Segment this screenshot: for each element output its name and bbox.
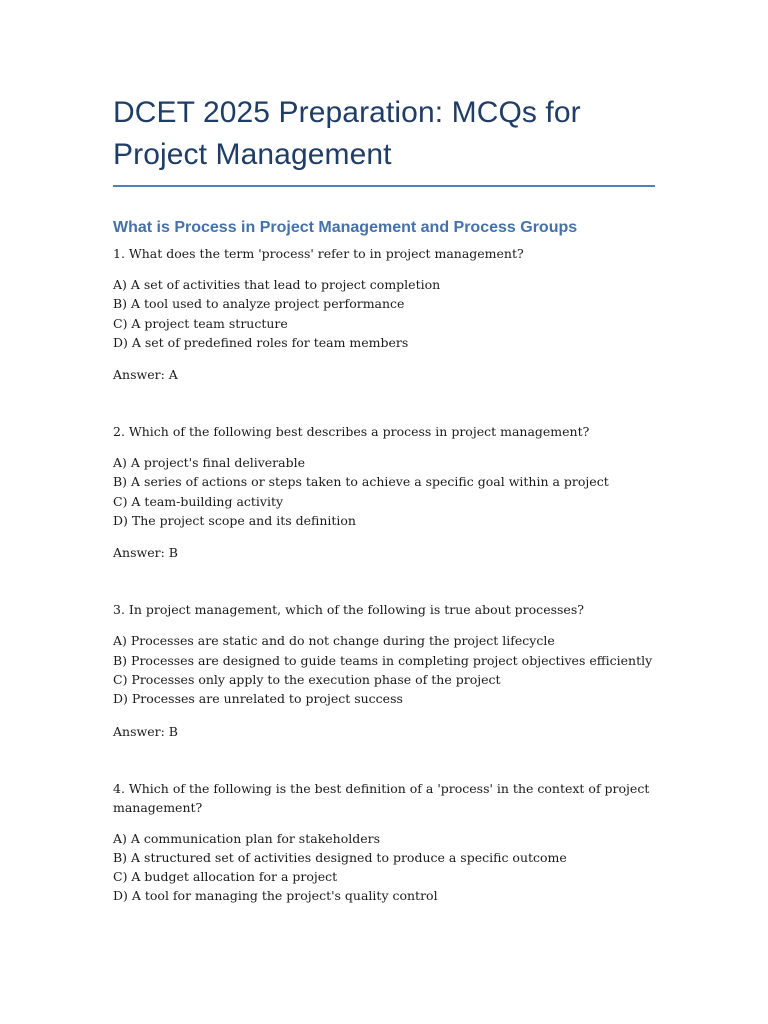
answer-option: C) A project team structure bbox=[113, 315, 288, 331]
answer-option: C) A budget allocation for a project bbox=[113, 869, 338, 885]
question-text: 2. Which of the following best describes a process in project management? bbox=[113, 424, 590, 440]
answer-option: A) A project's final deliverable bbox=[113, 455, 305, 471]
question-text: 1. What does the term 'process' refer to in project management? bbox=[113, 246, 524, 261]
question-block bbox=[113, 600, 658, 740]
answer-key: Answer: B bbox=[113, 723, 178, 739]
question-block bbox=[113, 779, 658, 906]
answer-option: B) A series of actions or steps taken to achieve a specific goal within a project bbox=[113, 474, 609, 490]
answer-option: B) A structured set of activities designed to produce a specific outcome bbox=[113, 849, 567, 865]
question-spacer bbox=[113, 384, 658, 417]
answer-option: A) A set of activities that lead to project completion bbox=[113, 277, 441, 292]
answer-key: Answer: B bbox=[113, 545, 178, 561]
question-text: 3. In project management, which of the following is true about processes? bbox=[113, 602, 584, 618]
answer-option: C) A team-building activity bbox=[113, 493, 284, 509]
question-list bbox=[113, 244, 658, 906]
answer-options bbox=[113, 275, 658, 352]
answer-option: D) A tool for managing the project's quality control bbox=[113, 888, 438, 904]
answer-option: A) Processes are static and do not change during the project lifecycle bbox=[113, 633, 555, 649]
answer-options bbox=[113, 631, 658, 708]
question-block bbox=[113, 422, 658, 562]
page-title: DCET 2025 Preparation: MCQs for Project Management bbox=[113, 96, 581, 171]
answer-option: C) Processes only apply to the execution phase of the project bbox=[113, 671, 501, 687]
title-divider bbox=[113, 185, 655, 187]
answer-options bbox=[113, 829, 658, 906]
answer-option: D) A set of predefined roles for team members bbox=[113, 334, 409, 350]
answer-options bbox=[113, 453, 658, 530]
section-heading: What is Process in Project Management and Process Groups bbox=[113, 219, 578, 236]
answer-option: D) Processes are unrelated to project success bbox=[113, 691, 403, 707]
question-text: 4. Which of the following is the best definition of a 'process' in the context of project management? bbox=[113, 780, 650, 815]
answer-option: A) A communication plan for stakeholders bbox=[113, 830, 381, 846]
answer-option: B) A tool used to analyze project performance bbox=[113, 296, 405, 312]
answer-key: Answer: A bbox=[113, 367, 178, 383]
question-block bbox=[113, 244, 658, 384]
answer-option: B) Processes are designed to guide teams in completing project objectives efficiently bbox=[113, 652, 653, 668]
answer-option: D) The project scope and its definition bbox=[113, 513, 356, 529]
document-content bbox=[113, 92, 658, 906]
question-spacer bbox=[113, 741, 658, 774]
question-spacer bbox=[113, 562, 658, 595]
